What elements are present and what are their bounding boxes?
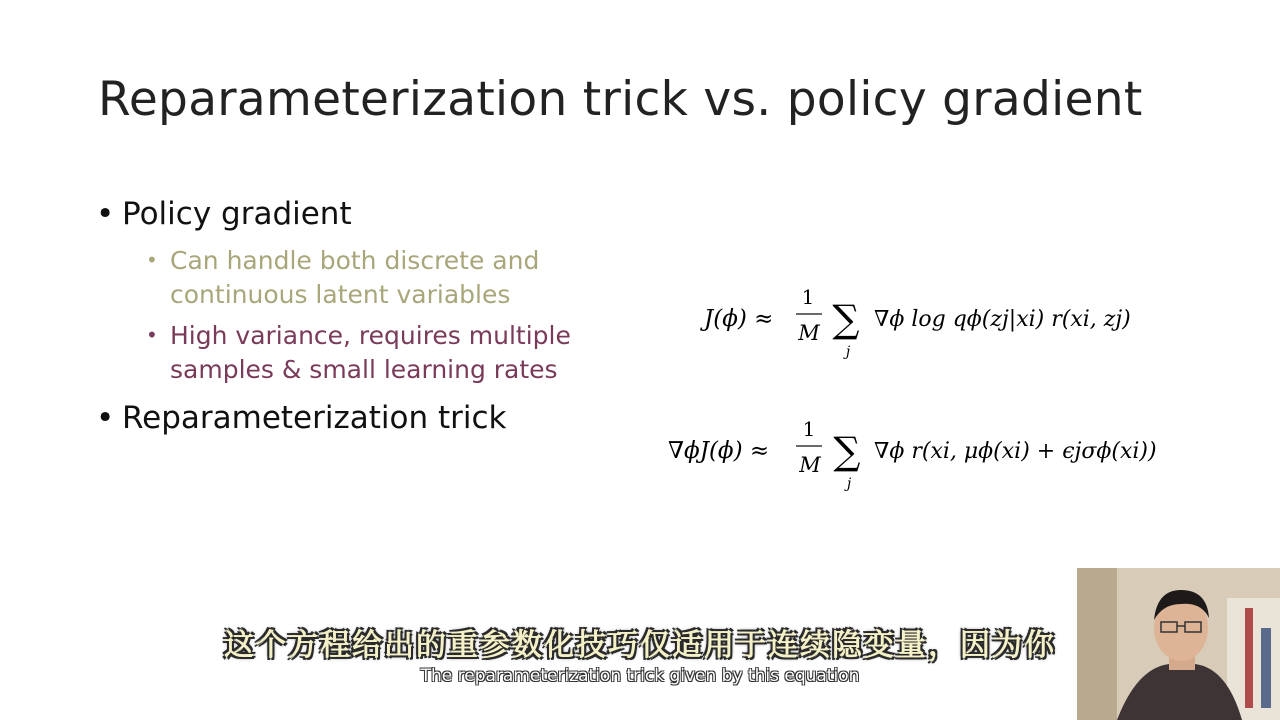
subtitle-english: The reparameterization trick given by this equation [420, 666, 860, 686]
slide-title: Reparameterization trick vs. policy gradient [98, 72, 1143, 127]
eq2-sum-icon: ∑ [833, 429, 861, 473]
eq2-rhs: ∇ϕ r(xi, μϕ(xi) + ϵjσϕ(xi)) [874, 439, 1157, 464]
subbullet-line1: High variance, requires multiple [170, 321, 571, 350]
bullet-label: Reparameterization trick [122, 400, 507, 436]
subbullet-line2: samples & small learning rates [170, 355, 558, 384]
eq1-frac-num: 1 [801, 285, 815, 309]
eq1-lhs: J(ϕ) ≈ [704, 306, 774, 332]
bullet-dot: • [146, 323, 158, 347]
equation-policy-gradient [700, 282, 1160, 362]
eq1-sum-sub: j [845, 344, 851, 360]
eq2-lhs: ∇ϕJ(ϕ) ≈ [668, 438, 770, 464]
eq1-rhs: ∇ϕ log qϕ(zj|xi) r(xi, zj) [874, 307, 1131, 332]
eq2-sum-sub: j [846, 476, 852, 492]
subbullet-line2: continuous latent variables [170, 280, 511, 309]
bullet-dot: • [96, 400, 115, 436]
presenter-video-image [1077, 568, 1280, 720]
presenter-webcam [1077, 568, 1280, 720]
eq1-sum-icon: ∑ [832, 297, 860, 341]
eq2-frac-num: 1 [802, 417, 816, 441]
eq1-frac-den: M [798, 321, 820, 345]
bullet-dot: • [96, 196, 115, 232]
bullet-dot: • [146, 248, 158, 272]
subbullet-con [146, 318, 571, 387]
bullet-reparameterization-trick [96, 400, 507, 436]
subtitle-chinese: 这个方程给出的重参数化技巧仅适用于连续隐变量，因为你 [224, 628, 1056, 663]
equation-reparameterization [664, 414, 1204, 494]
eq2-frac-den: M [799, 453, 821, 477]
subbullet-pro [146, 243, 539, 312]
bullet-label: Policy gradient [122, 196, 352, 232]
bullet-policy-gradient [96, 196, 352, 232]
subbullet-line1: Can handle both discrete and [170, 246, 540, 275]
